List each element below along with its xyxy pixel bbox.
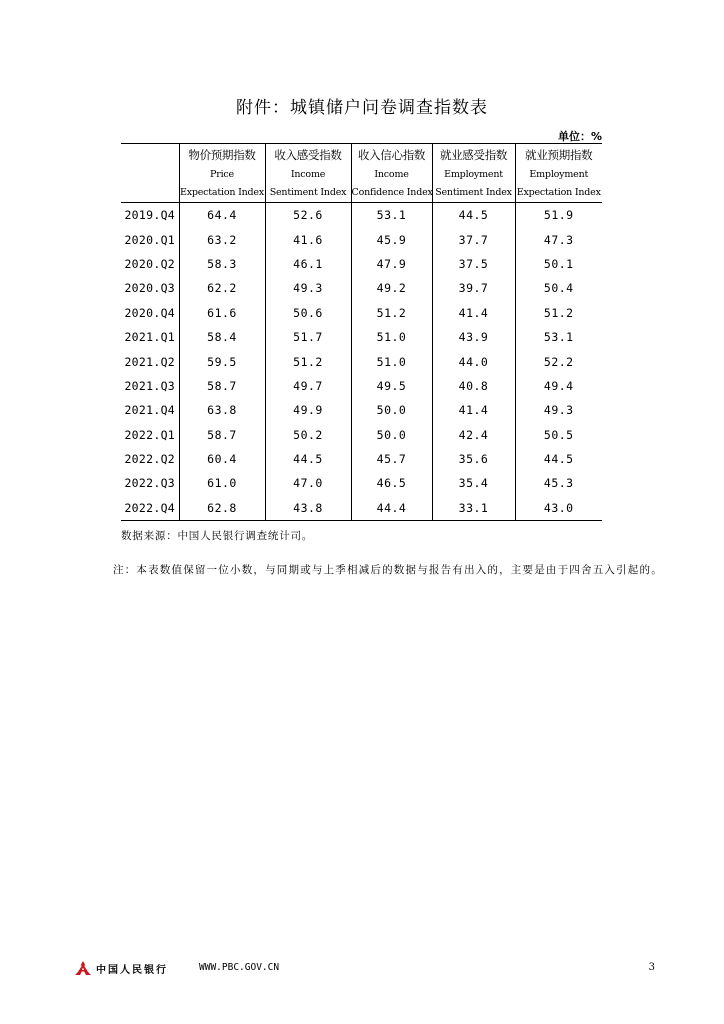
period-cell: 2021.Q4 bbox=[124, 403, 176, 418]
bank-name: 中国人民银行 bbox=[96, 965, 168, 976]
period-cell: 2020.Q2 bbox=[124, 256, 176, 271]
value-cell: 43.8 bbox=[265, 496, 351, 521]
value-cell: 51.2 bbox=[515, 301, 602, 325]
value-cell: 53.1 bbox=[515, 325, 602, 349]
value-cell: 44.4 bbox=[351, 496, 432, 521]
value-cell: 37.7 bbox=[432, 227, 515, 251]
value-cell: 59.5 bbox=[179, 349, 265, 373]
value-cell: 63.8 bbox=[179, 398, 265, 422]
period-cell: 2022.Q1 bbox=[124, 427, 176, 442]
value-cell: 37.5 bbox=[432, 252, 515, 276]
website-link[interactable]: WWW.PBC.GOV.CN bbox=[199, 962, 280, 973]
value-cell: 45.7 bbox=[351, 447, 432, 471]
table-row bbox=[121, 349, 602, 373]
value-cell: 58.3 bbox=[179, 252, 265, 276]
period-cell: 2021.Q2 bbox=[124, 354, 176, 369]
value-cell: 46.5 bbox=[351, 471, 432, 495]
value-cell: 52.2 bbox=[515, 349, 602, 373]
value-cell: 44.5 bbox=[265, 447, 351, 471]
header-price-expectation bbox=[179, 144, 265, 203]
value-cell: 44.0 bbox=[432, 349, 515, 373]
table-row bbox=[121, 471, 602, 495]
value-cell: 45.9 bbox=[351, 227, 432, 251]
value-cell: 50.5 bbox=[515, 423, 602, 447]
value-cell: 49.5 bbox=[351, 374, 432, 398]
period-cell: 2021.Q1 bbox=[124, 330, 176, 345]
document-title: 附件：城镇储户问卷调查指数表 bbox=[236, 98, 488, 118]
table-row bbox=[121, 276, 602, 300]
value-cell: 51.0 bbox=[351, 349, 432, 373]
period-cell: 2019.Q4 bbox=[124, 208, 176, 223]
value-cell: 47.3 bbox=[515, 227, 602, 251]
value-cell: 50.4 bbox=[515, 276, 602, 300]
period-cell: 2021.Q3 bbox=[124, 378, 176, 393]
value-cell: 49.3 bbox=[515, 398, 602, 422]
value-cell: 50.2 bbox=[265, 423, 351, 447]
value-cell: 47.0 bbox=[265, 471, 351, 495]
header-income-confidence bbox=[351, 144, 432, 203]
value-cell: 62.2 bbox=[179, 276, 265, 300]
value-cell: 49.4 bbox=[515, 374, 602, 398]
period-cell: 2020.Q4 bbox=[124, 305, 176, 320]
value-cell: 40.8 bbox=[432, 374, 515, 398]
header-en-line2: Confidence Index bbox=[351, 187, 433, 198]
value-cell: 50.1 bbox=[515, 252, 602, 276]
page-footer bbox=[75, 960, 655, 976]
value-cell: 42.4 bbox=[432, 423, 515, 447]
period-cell: 2022.Q2 bbox=[124, 452, 176, 467]
table-row bbox=[121, 398, 602, 422]
value-cell: 51.9 bbox=[515, 203, 602, 228]
header-en-line1: Income bbox=[374, 169, 409, 180]
value-cell: 41.4 bbox=[432, 398, 515, 422]
value-cell: 62.8 bbox=[179, 496, 265, 521]
rounding-note: 注：本表数值保留一位小数，与同期或与上季相减后的数据与报告有出入的，主要是由于四舍五入引起的。 bbox=[113, 564, 663, 576]
header-zh: 就业感受指数 bbox=[439, 148, 508, 162]
value-cell: 61.0 bbox=[179, 471, 265, 495]
value-cell: 63.2 bbox=[179, 227, 265, 251]
table-row bbox=[121, 496, 602, 521]
period-cell: 2022.Q4 bbox=[124, 500, 176, 515]
header-corner bbox=[121, 144, 179, 203]
value-cell: 52.6 bbox=[265, 203, 351, 228]
header-zh: 收入感受指数 bbox=[274, 148, 342, 162]
value-cell: 51.2 bbox=[351, 301, 432, 325]
value-cell: 33.1 bbox=[432, 496, 515, 521]
header-zh: 收入信心指数 bbox=[357, 148, 426, 162]
header-employment-sentiment bbox=[432, 144, 515, 203]
value-cell: 58.7 bbox=[179, 374, 265, 398]
value-cell: 43.9 bbox=[432, 325, 515, 349]
value-cell: 58.7 bbox=[179, 423, 265, 447]
table-row bbox=[121, 227, 602, 251]
value-cell: 61.6 bbox=[179, 301, 265, 325]
table-row bbox=[121, 203, 602, 228]
table-header-row bbox=[121, 144, 602, 203]
value-cell: 51.0 bbox=[351, 325, 432, 349]
value-cell: 45.3 bbox=[515, 471, 602, 495]
header-en-line1: Employment bbox=[444, 169, 503, 180]
value-cell: 47.9 bbox=[351, 252, 432, 276]
value-cell: 53.1 bbox=[351, 203, 432, 228]
value-cell: 60.4 bbox=[179, 447, 265, 471]
value-cell: 64.4 bbox=[179, 203, 265, 228]
value-cell: 50.0 bbox=[351, 398, 432, 422]
header-en-line2: Sentiment Index bbox=[269, 187, 347, 198]
header-en-line2: Expectation Index bbox=[179, 187, 265, 198]
header-en-line2: Sentiment Index bbox=[435, 187, 512, 198]
value-cell: 35.4 bbox=[432, 471, 515, 495]
value-cell: 49.7 bbox=[265, 374, 351, 398]
value-cell: 49.2 bbox=[351, 276, 432, 300]
value-cell: 50.6 bbox=[265, 301, 351, 325]
header-employment-expectation bbox=[515, 144, 602, 203]
table-row bbox=[121, 325, 602, 349]
value-cell: 41.6 bbox=[265, 227, 351, 251]
value-cell: 50.0 bbox=[351, 423, 432, 447]
period-cell: 2020.Q1 bbox=[124, 232, 176, 247]
value-cell: 51.7 bbox=[265, 325, 351, 349]
value-cell: 41.4 bbox=[432, 301, 515, 325]
pboc-logo-icon bbox=[75, 961, 91, 975]
value-cell: 58.4 bbox=[179, 325, 265, 349]
value-cell: 51.2 bbox=[265, 349, 351, 373]
header-zh: 就业预期指数 bbox=[525, 148, 593, 162]
header-en-line2: Expectation Index bbox=[516, 187, 601, 198]
unit-label: 单位：% bbox=[557, 130, 602, 143]
value-cell: 49.9 bbox=[265, 398, 351, 422]
table-row bbox=[121, 301, 602, 325]
header-income-sentiment bbox=[265, 144, 351, 203]
header-en-line1: Price bbox=[210, 169, 234, 180]
data-source-note: 数据来源：中国人民银行调查统计司。 bbox=[121, 530, 314, 542]
header-zh: 物价预期指数 bbox=[188, 148, 256, 162]
page-number: 3 bbox=[648, 962, 655, 973]
table-row bbox=[121, 374, 602, 398]
table-row bbox=[121, 447, 602, 471]
header-en-line1: Income bbox=[290, 169, 326, 180]
period-cell: 2020.Q3 bbox=[124, 281, 176, 296]
value-cell: 44.5 bbox=[515, 447, 602, 471]
value-cell: 46.1 bbox=[265, 252, 351, 276]
value-cell: 44.5 bbox=[432, 203, 515, 228]
period-cell: 2022.Q3 bbox=[124, 476, 176, 491]
index-table bbox=[121, 143, 602, 521]
value-cell: 43.0 bbox=[515, 496, 602, 521]
table-row bbox=[121, 423, 602, 447]
value-cell: 35.6 bbox=[432, 447, 515, 471]
table-row bbox=[121, 252, 602, 276]
header-en-line1: Employment bbox=[529, 169, 589, 180]
value-cell: 39.7 bbox=[432, 276, 515, 300]
value-cell: 49.3 bbox=[265, 276, 351, 300]
